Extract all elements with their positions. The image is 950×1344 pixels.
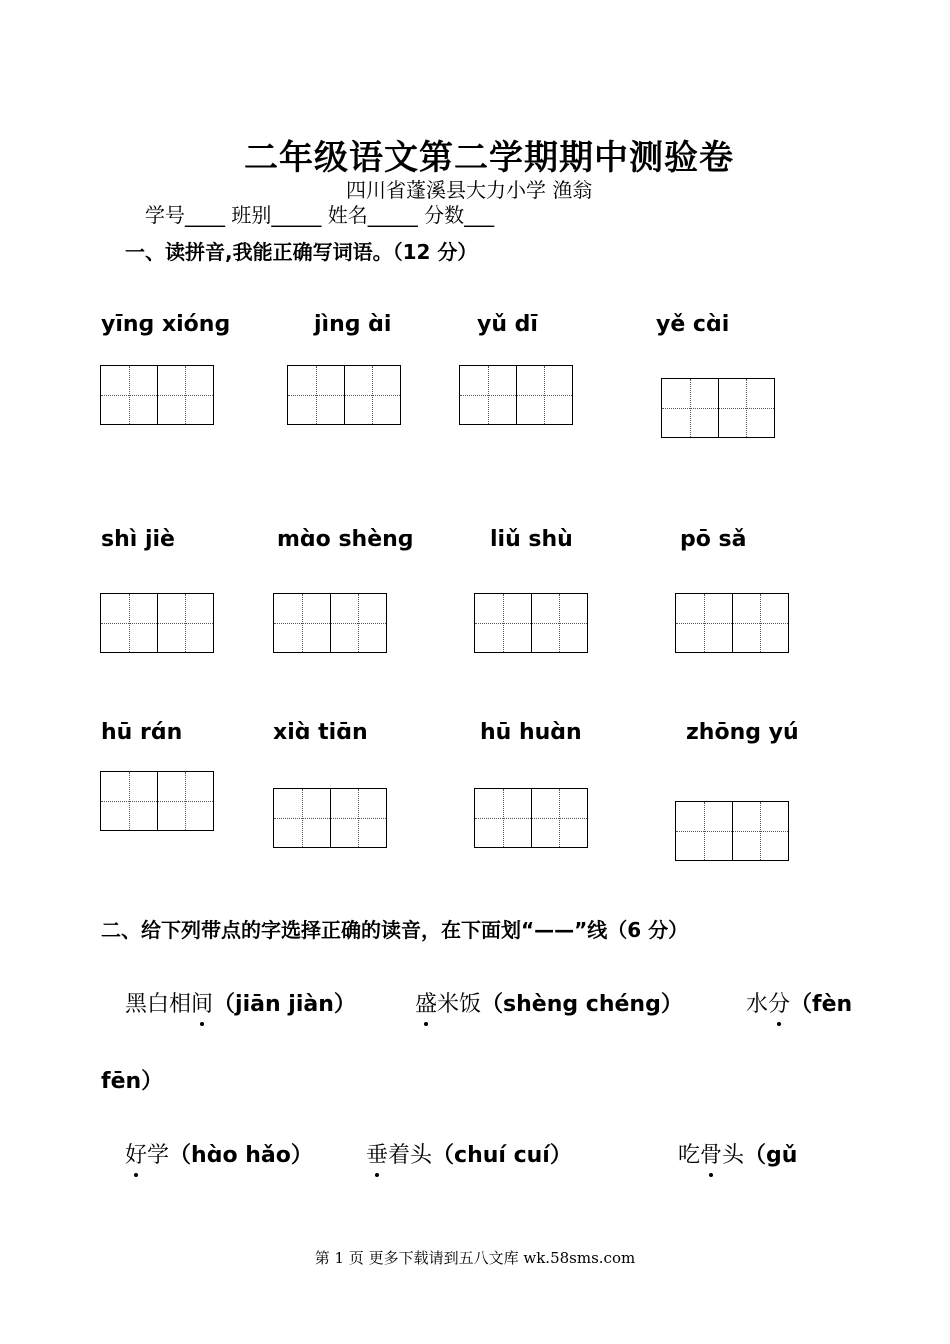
dotted-char: 骨 <box>700 1138 722 1169</box>
page-footer: 第 1 页 更多下载请到五八文库 wk.58sms.com <box>314 1249 636 1267</box>
pinyin-options[interactable]: （shèng chéng） <box>481 992 683 1017</box>
writing-grid[interactable] <box>675 801 789 861</box>
pinyin-r1-4: yě cɑ̀i <box>656 312 730 337</box>
q2-word: 头 <box>722 1143 745 1168</box>
section1-heading: 一、读拼音,我能正确写词语。（12 分） <box>125 240 478 264</box>
pinyin-options[interactable]: （chuí cuí） <box>432 1143 572 1168</box>
writing-grid[interactable] <box>474 788 588 848</box>
writing-grid[interactable] <box>273 593 387 653</box>
pinyin-r2-2: mɑ̀o shènɡ <box>277 527 414 552</box>
pinyin-r3-1: hū rɑ́n <box>101 720 183 745</box>
page-title: 二年级语文第二学期期中测验卷 <box>244 138 734 178</box>
writing-grid[interactable] <box>287 365 401 425</box>
pinyin-r3-2: xiɑ̀ tiɑ̄n <box>273 720 368 745</box>
pinyin-options[interactable]: （gǔ <box>744 1143 798 1168</box>
section2-heading-text: 二、给下列带点的字选择正确的读音，在下面划“——”线（6 分） <box>101 918 689 942</box>
q2-word: 米饭 <box>437 992 482 1017</box>
q2-item-sheng <box>415 987 683 1018</box>
dotted-char: 间 <box>191 987 213 1018</box>
pinyin-r2-3: liǔ shù <box>490 527 573 552</box>
q2-item-fen <box>746 987 852 1018</box>
pinyin-options[interactable]: （fèn <box>790 992 853 1017</box>
pinyin-options[interactable]: （hɑ̀o hǎo） <box>169 1143 313 1168</box>
q2-item-hao <box>125 1138 313 1169</box>
q2-item-gu <box>678 1138 797 1169</box>
writing-grid[interactable] <box>100 365 214 425</box>
writing-grid[interactable] <box>459 365 573 425</box>
pinyin-r2-4: pō sǎ <box>680 527 747 552</box>
q2-word: 黑白相 <box>125 992 192 1017</box>
writing-grid[interactable] <box>100 771 214 831</box>
pinyin-r1-3: yǔ dī <box>477 312 538 337</box>
dotted-char: 好 <box>125 1138 147 1169</box>
q2-word: 水 <box>746 992 769 1017</box>
q2-word: 着头 <box>388 1143 433 1168</box>
q2-item-jian <box>125 987 356 1018</box>
section2-heading <box>101 914 688 943</box>
q2-word: 吃 <box>678 1143 701 1168</box>
pinyin-options[interactable]: （jiān jiàn） <box>213 992 356 1017</box>
dotted-char: 分 <box>768 987 790 1018</box>
writing-grid[interactable] <box>474 593 588 653</box>
pinyin-r3-3: hū huɑ̀n <box>480 720 582 745</box>
dotted-char: 盛 <box>415 987 437 1018</box>
writing-grid[interactable] <box>661 378 775 438</box>
pinyin-r3-4: zhōng yú <box>686 720 799 745</box>
pinyin-r2-1: shì jiè <box>101 527 175 552</box>
q2-wrap-fen[interactable]: fēn） <box>101 1069 164 1094</box>
q2-word: 学 <box>147 1143 170 1168</box>
student-info-line: 学号____ 班别_____ 姓名_____ 分数___ <box>145 203 495 227</box>
writing-grid[interactable] <box>273 788 387 848</box>
pinyin-r1-1: yīnɡ xiónɡ <box>101 312 231 337</box>
school-author: 四川省蓬溪县大力小学 渔翁 <box>346 178 593 202</box>
writing-grid[interactable] <box>675 593 789 653</box>
q2-item-chui <box>366 1138 572 1169</box>
pinyin-r1-2: jìnɡ ɑ̀i <box>314 312 392 337</box>
dotted-char: 垂 <box>366 1138 388 1169</box>
writing-grid[interactable] <box>100 593 214 653</box>
